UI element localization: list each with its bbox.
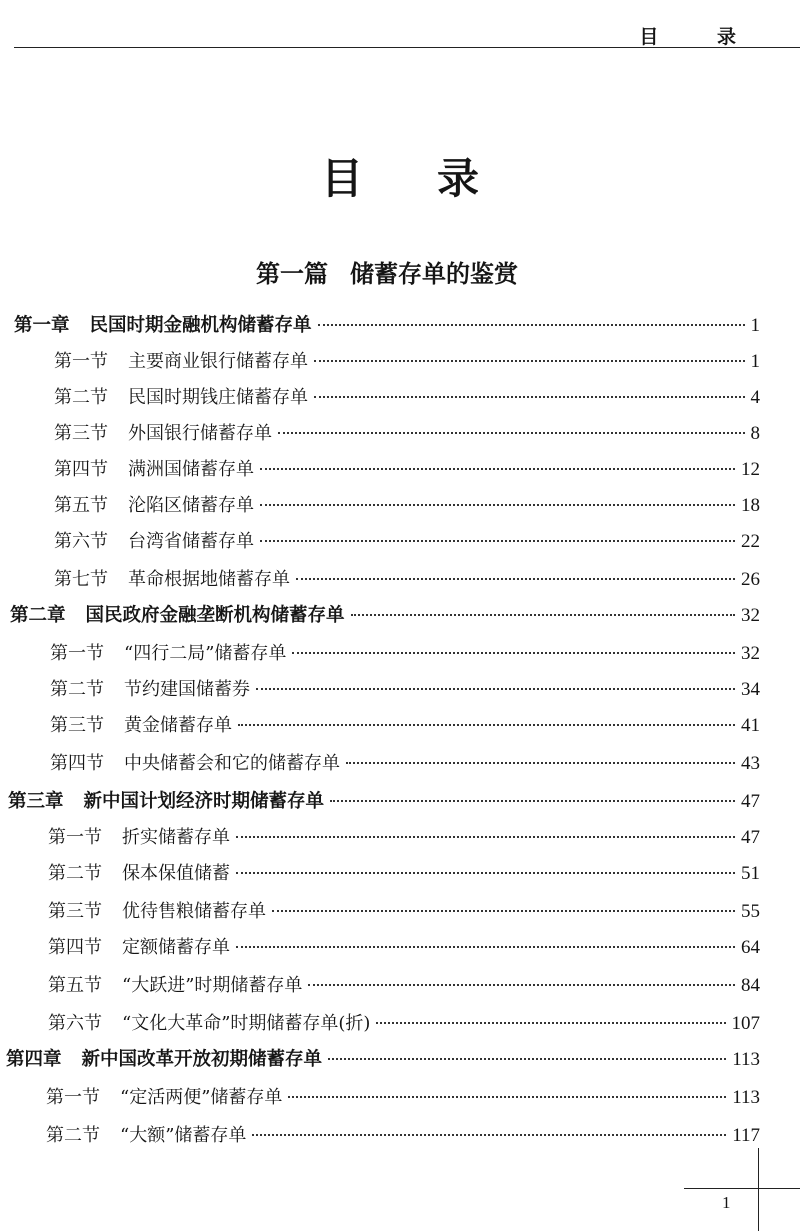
crop-mark-vertical (758, 1148, 759, 1231)
toc-number: 第三节 (50, 715, 104, 736)
toc-page: 55 (741, 901, 760, 922)
toc-title: 民国时期钱庄储蓄存单 (128, 387, 308, 408)
toc-chapter-1[interactable] (14, 314, 760, 340)
toc-section[interactable] (50, 714, 760, 740)
toc-chapter-2[interactable] (10, 604, 760, 630)
leader-dots (346, 762, 735, 764)
toc-page: 107 (731, 1013, 760, 1034)
leader-dots (252, 1134, 726, 1136)
toc-title: 优待售粮储蓄存单 (122, 901, 266, 922)
toc-title: 外国银行储蓄存单 (128, 423, 272, 444)
toc-section[interactable] (54, 350, 760, 376)
toc-page: 47 (741, 791, 760, 812)
toc-section[interactable] (48, 974, 760, 1000)
toc-number: 第二节 (54, 387, 108, 408)
header-rule (14, 47, 800, 48)
toc-section[interactable] (54, 386, 760, 412)
toc-page: 26 (741, 569, 760, 590)
toc-number: 第六节 (54, 531, 108, 552)
toc-section[interactable] (48, 936, 760, 962)
toc-section[interactable] (54, 458, 760, 484)
toc-title: “四行二局”储蓄存单 (124, 643, 287, 664)
toc-section[interactable] (48, 826, 760, 852)
toc-page: 51 (741, 863, 760, 884)
toc-number: 第三章 (8, 791, 64, 812)
toc-page: 12 (741, 459, 760, 480)
leader-dots (278, 432, 745, 434)
toc-section[interactable] (50, 678, 760, 704)
toc-number: 第一节 (46, 1087, 100, 1108)
toc-number: 第四节 (48, 937, 102, 958)
leader-dots (330, 800, 735, 802)
crop-mark-horizontal (684, 1188, 800, 1189)
leader-dots (238, 724, 735, 726)
toc-section[interactable] (50, 752, 760, 778)
toc-number: 第一节 (48, 827, 102, 848)
toc-title: 保本保值储蓄 (122, 863, 230, 884)
toc-number: 第一节 (50, 643, 104, 664)
toc-page: 43 (741, 753, 760, 774)
toc-page: 34 (741, 679, 760, 700)
toc-page: 8 (750, 423, 760, 444)
leader-dots (308, 984, 735, 986)
toc-number: 第二节 (46, 1125, 100, 1146)
toc-section[interactable] (54, 568, 760, 594)
toc-number: 第四节 (54, 459, 108, 480)
toc-number: 第三节 (54, 423, 108, 444)
toc-title: 新中国改革开放初期储蓄存单 (81, 1049, 323, 1070)
toc-page: 18 (741, 495, 760, 516)
leader-dots (260, 504, 735, 506)
leader-dots (376, 1022, 725, 1024)
toc-title: 黄金储蓄存单 (124, 715, 232, 736)
leader-dots (292, 652, 735, 654)
toc-page: 84 (741, 975, 760, 996)
leader-dots (318, 324, 745, 326)
leader-dots (260, 540, 735, 542)
toc-title: “定活两便”储蓄存单 (120, 1087, 283, 1108)
toc-title: 主要商业银行储蓄存单 (128, 351, 308, 372)
leader-dots (288, 1096, 726, 1098)
toc-number: 第一节 (54, 351, 108, 372)
toc-section[interactable] (54, 494, 760, 520)
leader-dots (236, 872, 735, 874)
toc-number: 第三节 (48, 901, 102, 922)
toc-number: 第二节 (50, 679, 104, 700)
toc-section[interactable] (46, 1086, 760, 1112)
toc-page: 113 (732, 1049, 760, 1070)
toc-page: 32 (741, 605, 760, 626)
toc-page: 64 (741, 937, 760, 958)
toc-title: 国民政府金融垄断机构储蓄存单 (85, 605, 345, 626)
toc-title: 台湾省储蓄存单 (128, 531, 254, 552)
toc-number: 第六节 (48, 1013, 102, 1034)
toc-section[interactable] (48, 1012, 760, 1038)
toc-title: 新中国计划经济时期储蓄存单 (83, 791, 325, 812)
toc-title: “大额”储蓄存单 (120, 1125, 247, 1146)
toc-section[interactable] (46, 1124, 760, 1150)
toc-number: 第五节 (54, 495, 108, 516)
toc-title: 折实储蓄存单 (122, 827, 230, 848)
toc-page: 117 (732, 1125, 760, 1146)
toc-number: 第二节 (48, 863, 102, 884)
leader-dots (328, 1058, 726, 1060)
leader-dots (236, 836, 735, 838)
leader-dots (296, 578, 735, 580)
page-number: 1 (722, 1193, 731, 1212)
leader-dots (256, 688, 735, 690)
leader-dots (314, 360, 745, 362)
toc-page: 1 (750, 315, 760, 336)
toc-page: 1 (750, 351, 760, 372)
running-head: 目 录 (639, 26, 762, 48)
page-title: 目录 (320, 154, 553, 203)
leader-dots (236, 946, 735, 948)
toc-title: 沦陷区储蓄存单 (128, 495, 254, 516)
toc-title: 中央储蓄会和它的储蓄存单 (124, 753, 340, 774)
toc-title: “大跃进”时期储蓄存单 (122, 975, 303, 996)
toc-title: 定额储蓄存单 (122, 937, 230, 958)
toc-number: 第五节 (48, 975, 102, 996)
toc-number: 第二章 (10, 605, 66, 626)
toc-section[interactable] (48, 900, 760, 926)
toc-chapter-3[interactable] (8, 790, 760, 816)
toc-section[interactable] (54, 422, 760, 448)
toc-number: 第一章 (14, 315, 70, 336)
toc-number: 第四章 (6, 1049, 62, 1070)
leader-dots (272, 910, 735, 912)
toc-title: 节约建国储蓄券 (124, 679, 250, 700)
toc-page: 22 (741, 531, 760, 552)
toc-chapter-4[interactable] (6, 1048, 760, 1074)
toc-number: 第四节 (50, 753, 104, 774)
toc-title: 满洲国储蓄存单 (128, 459, 254, 480)
toc-section[interactable] (48, 862, 760, 888)
toc-title: 革命根据地储蓄存单 (128, 569, 290, 590)
toc-page: 32 (741, 643, 760, 664)
leader-dots (351, 614, 735, 616)
toc-title: 民国时期金融机构储蓄存单 (89, 315, 312, 336)
toc-page: 113 (732, 1087, 760, 1108)
toc-number: 第七节 (54, 569, 108, 590)
part-title (256, 254, 518, 289)
part-name: 储蓄存单的鉴赏 (350, 259, 518, 288)
leader-dots (260, 468, 735, 470)
toc-section[interactable] (50, 642, 760, 668)
part-label: 第一篇 (256, 259, 328, 288)
leader-dots (314, 396, 745, 398)
toc-page: 41 (741, 715, 760, 736)
toc-page: 47 (741, 827, 760, 848)
toc-title: “文化大革命”时期储蓄存单(折) (122, 1013, 371, 1034)
toc-page: 4 (750, 387, 760, 408)
toc-section[interactable] (54, 530, 760, 556)
